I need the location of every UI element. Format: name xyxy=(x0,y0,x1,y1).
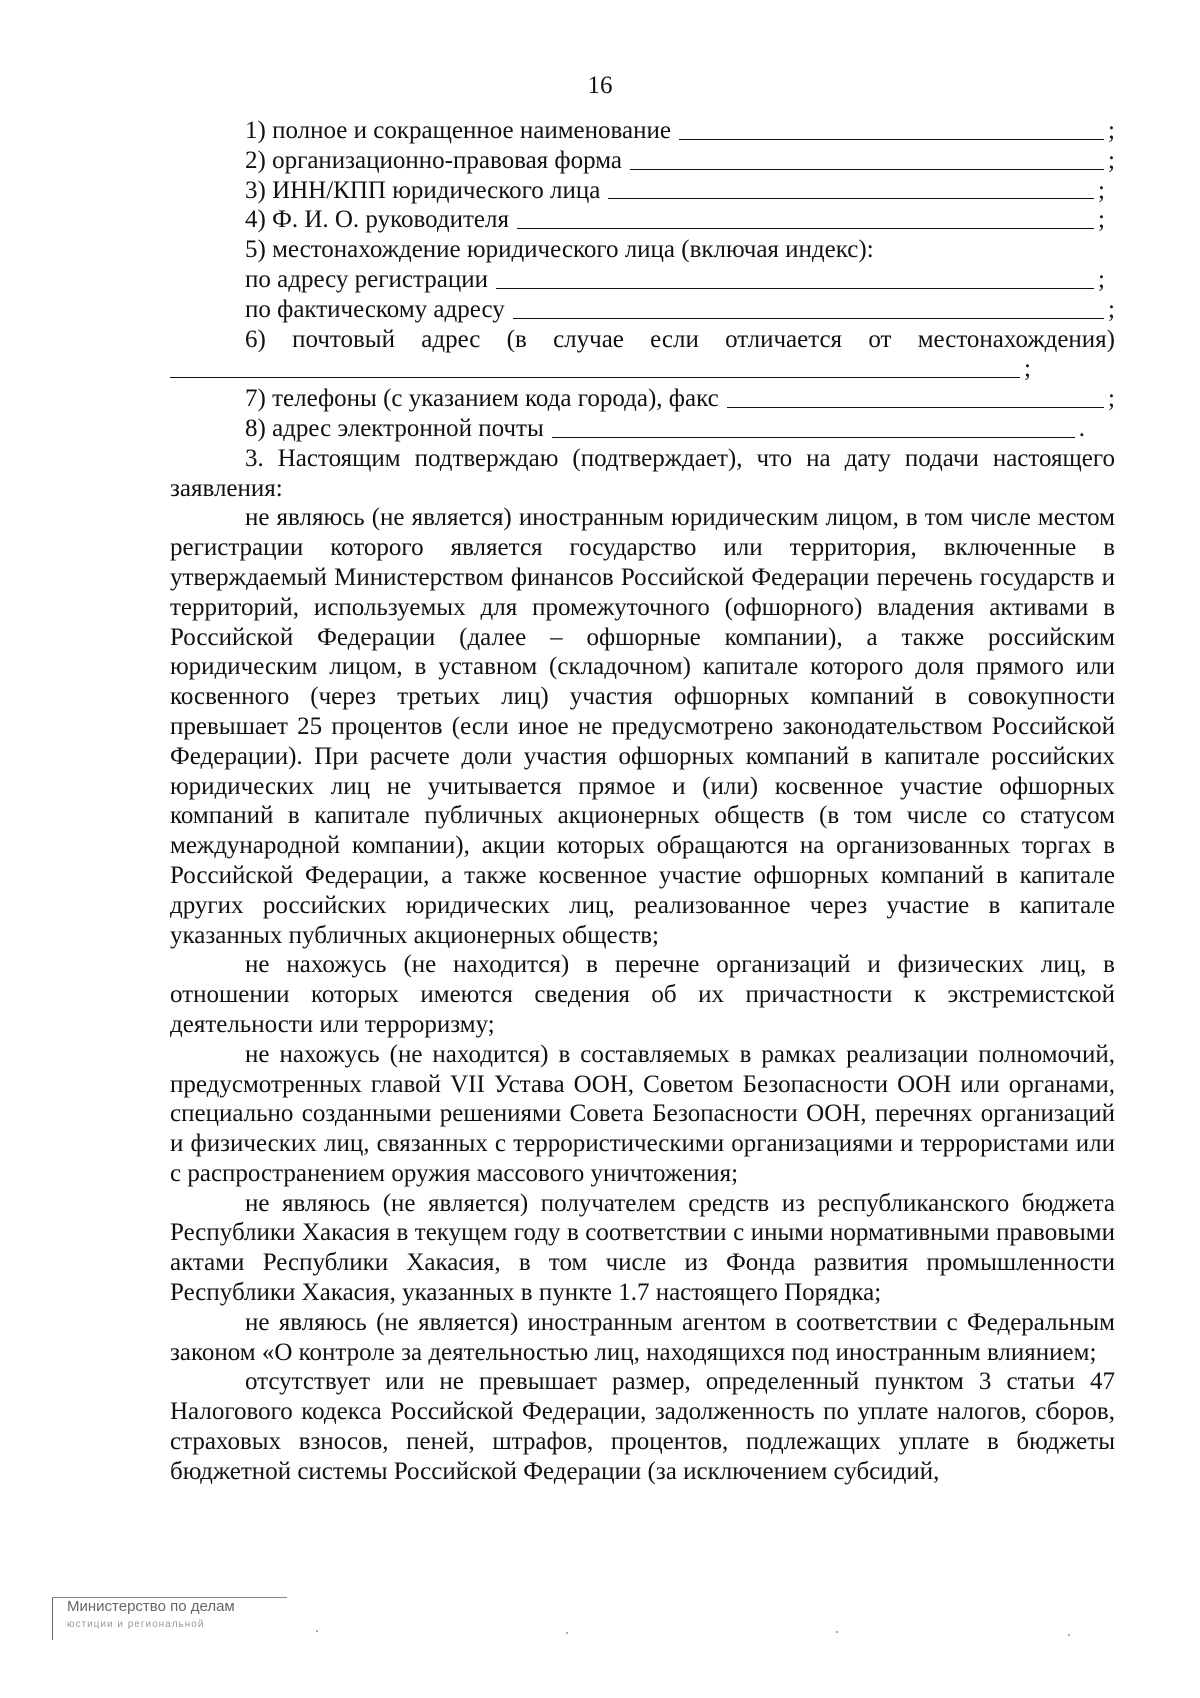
field-label: по адресу регистрации xyxy=(245,265,488,293)
field-label: по фактическому адресу xyxy=(245,295,505,323)
field-end: . xyxy=(1078,414,1085,442)
scan-artifact xyxy=(316,1630,318,1632)
field-label: 7) телефоны (с указанием кода города), факс xyxy=(245,385,719,413)
field-label: 5) местонахождение юридического лица (включая индекс): xyxy=(245,236,874,264)
field-location-heading xyxy=(170,235,1115,265)
stamp-text: Министерство по делам xyxy=(67,1598,235,1615)
field-end: ; xyxy=(1108,295,1115,323)
field-end: ; xyxy=(1098,206,1105,234)
scan-artifact xyxy=(566,1632,568,1634)
scan-artifact xyxy=(836,1631,838,1633)
field-full-name xyxy=(170,116,1115,146)
field-label: 8) адрес электронной почты xyxy=(245,414,544,442)
field-inn-kpp xyxy=(170,176,1115,206)
field-label: 3) ИНН/КПП юридического лица xyxy=(245,176,601,204)
paragraph-un-sanctions: не нахожусь (не находится) в составляемых в рамках реализации полномочий, предусмотренных главой VII Устава ООН, Советом Безопасности ООН или органами, специально созданными решениями Совета Безопасности ООН, перечнях организаций и физических лиц, связанных с террористическими организациями и террористами или с распространением оружия массового уничтожения; xyxy=(170,1040,1115,1187)
field-label: 4) Ф. И. О. руководителя xyxy=(245,206,509,234)
field-legal-form xyxy=(170,146,1115,176)
blank-line xyxy=(608,198,1094,199)
field-postal-address-label: 6) почтовый адрес (в случае если отличается от местонахождения) xyxy=(245,325,1115,353)
blank-line xyxy=(517,228,1094,229)
blank-line xyxy=(630,169,1104,170)
registration-stamp xyxy=(52,1597,287,1640)
field-end: ; xyxy=(1108,385,1115,413)
stamp-subtext: юстиции и региональной xyxy=(67,1619,205,1630)
paragraph-extremism: не нахожусь (не находится) в перечне организаций и физических лиц, в отношении которых имеются сведения об их причастности к экстремистской деятельности или терроризму; xyxy=(170,951,1115,1038)
field-postal-address-line xyxy=(170,354,1115,384)
field-actual-address xyxy=(170,295,1115,325)
blank-line xyxy=(679,139,1104,140)
field-director-name xyxy=(170,205,1115,235)
blank-line xyxy=(496,288,1094,289)
paragraph-confirmation: 3. Настоящим подтверждаю (подтверждает), что на дату подачи настоящего заявления: xyxy=(170,444,1115,502)
document-body xyxy=(170,116,1115,1487)
field-phones xyxy=(170,384,1115,414)
blank-line xyxy=(727,407,1104,408)
paragraph-budget-recipient: не являюсь (не является) получателем средств из республиканского бюджета Республики Хакасия в текущем году в соответствии с иными нормативными правовыми актами Республики Хакасия, в том числе из Фонда развития промышленности Республики Хакасия, указанных в пункте 1.7 настоящего Порядка; xyxy=(170,1189,1115,1307)
page-number: 16 xyxy=(587,72,613,99)
field-end: ; xyxy=(1108,146,1115,174)
field-label: 1) полное и сокращенное наименование xyxy=(245,117,671,144)
field-end: ; xyxy=(1098,176,1105,204)
field-end: ; xyxy=(1108,117,1115,144)
paragraph-foreign-agent: не являюсь (не является) иностранным агентом в соответствии с Федеральным законом «О контроле за деятельностью лиц, находящихся под иностранным влиянием; xyxy=(170,1308,1115,1366)
scan-artifact xyxy=(1068,1634,1070,1636)
blank-line xyxy=(552,437,1075,438)
field-end: ; xyxy=(1098,265,1105,293)
field-registration-address xyxy=(170,265,1115,295)
paragraph-tax-debt: отсутствует или не превышает размер, определенный пунктом 3 статьи 47 Налогового кодекса Российской Федерации, задолженность по уплате налогов, сборов, страховых взносов, пеней, штрафов, процентов, подлежащих уплате в бюджеты бюджетной системы Российской Федерации (за исключением субсидий, xyxy=(170,1368,1115,1485)
blank-line xyxy=(513,318,1104,319)
field-end: ; xyxy=(1024,355,1031,383)
blank-line xyxy=(170,377,1020,378)
paragraph-offshore: не являюсь (не является) иностранным юридическим лицом, в том числе местом регистрации которого является государство или территория, включенные в утверждаемый Министерством финансов Российской Федерации перечень государств и территорий, используемых для промежуточного (офшорного) владения активами в Российской Федерации (далее – офшорные компании), а также российским юридическим лицом, в уставном (складочном) капитале которого доля прямого или косвенного (через третьих лиц) участия офшорных компаний в совокупности превышает 25 процентов (если иное не предусмотрено законодательством Российской Федерации). При расчете доли участия офшорных компаний в капитале российских юридических лиц не учитывается прямое и (или) косвенное участие офшорных компаний в капитале публичных акционерных обществ (в том числе со статусом международной компании), акции которых обращаются на организованных торгах в Российской Федерации, а также косвенное участие офшорных компаний в капитале других российских юридических лиц, реализованное через участие в капитале указанных публичных акционерных обществ; xyxy=(170,504,1115,949)
field-label: 2) организационно-правовая форма xyxy=(245,146,622,174)
field-email xyxy=(170,414,1115,444)
